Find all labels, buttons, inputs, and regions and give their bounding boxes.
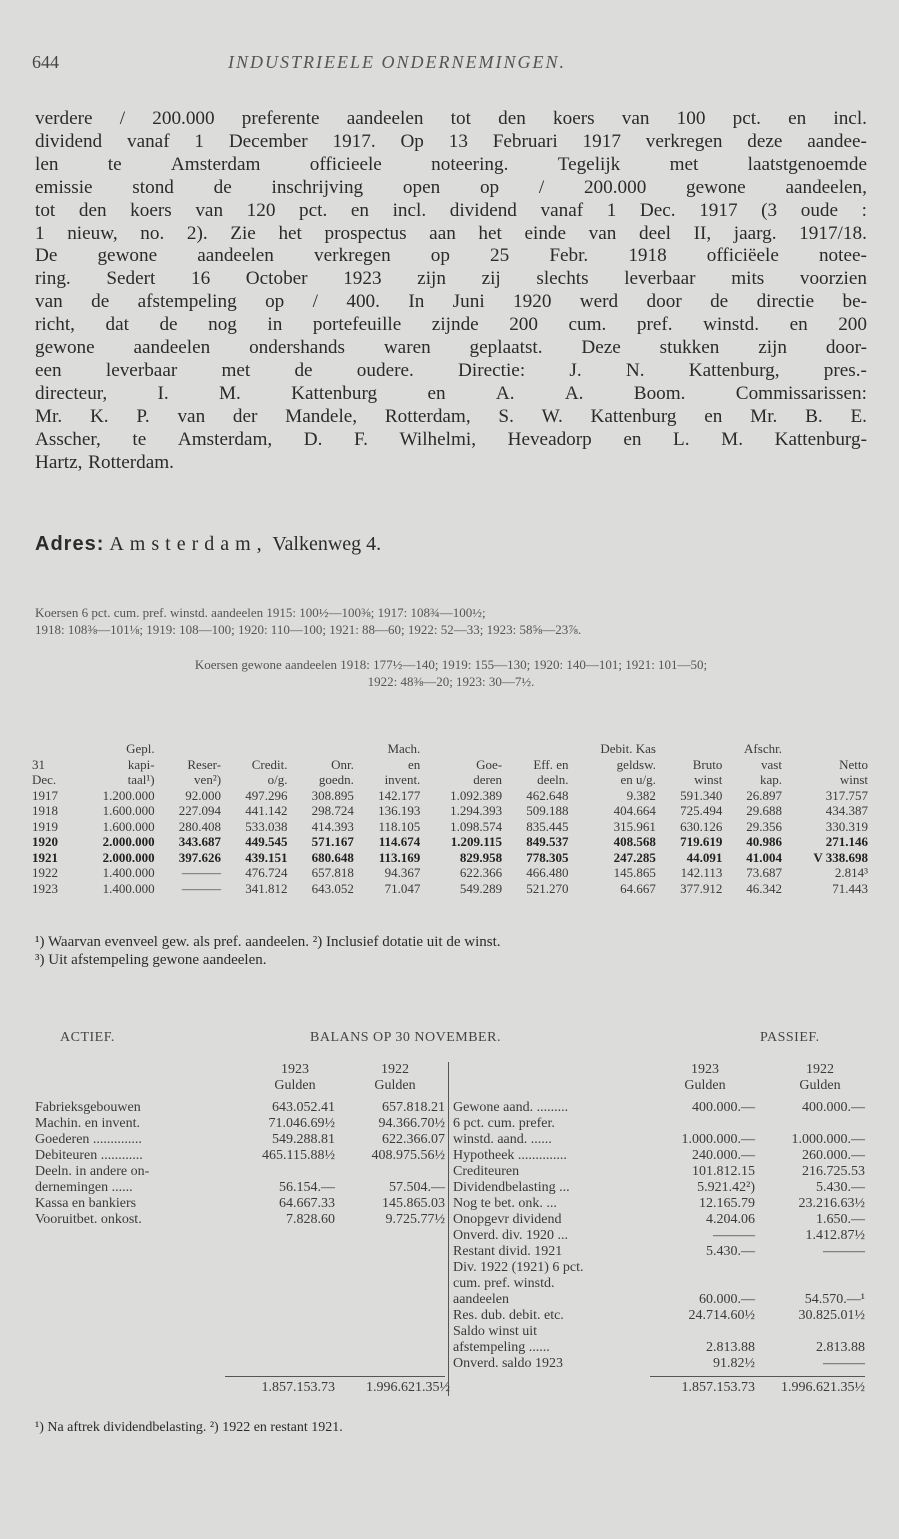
balance-line: 1.000.000.— <box>791 1132 865 1147</box>
table-cell: 29.356 <box>746 818 782 834</box>
table-cell: 142.177 <box>378 787 421 803</box>
activa-label: ACTIEF. <box>60 1030 115 1045</box>
passiva-items <box>453 1100 584 1372</box>
table-cell: 71.443 <box>832 880 868 896</box>
table-header-cell: Debit. Kas <box>600 741 656 756</box>
table-cell: 41.004 <box>746 849 782 865</box>
table-header-cell: deeln. <box>537 772 569 787</box>
table-cell: 408.568 <box>613 834 656 849</box>
balance-line: Onopgevr dividend <box>453 1212 562 1227</box>
table-cell: 71.047 <box>384 880 421 896</box>
table-cell: 46.342 <box>746 880 782 896</box>
table-cell: 657.818 <box>311 865 354 880</box>
table-cell: 462.648 <box>526 787 569 803</box>
table-cell: 719.619 <box>680 834 723 849</box>
balance-line: Deeln. in andere on- <box>35 1164 150 1179</box>
table-cell: 476.724 <box>245 865 288 880</box>
passiva-total-1922: 1.996.621.35½ <box>781 1380 865 1395</box>
balance-line <box>760 1116 865 1132</box>
table-cell: 26.897 <box>746 787 782 803</box>
balance-line: Res. dub. debit. etc. <box>453 1308 564 1323</box>
financial-table <box>32 741 868 896</box>
balance-line: aandeelen <box>453 1292 509 1307</box>
table-header-cell <box>287 741 353 757</box>
table-header-cell: Mach. <box>387 741 421 756</box>
table-cell: 2.814³ <box>834 865 868 880</box>
table-cell: 725.494 <box>680 803 723 818</box>
table-cell: 829.958 <box>459 849 503 865</box>
table-row <box>32 819 868 835</box>
table-cell: 1.209.115 <box>450 834 503 849</box>
table-cell: 509.188 <box>526 803 569 818</box>
table-cell: 549.289 <box>459 880 503 896</box>
balance-line: 643.052.41 <box>272 1100 335 1115</box>
balance-line <box>760 1260 865 1276</box>
balance-line: Goederen .............. <box>35 1132 142 1147</box>
table-header-row <box>32 772 868 788</box>
table-cell: 113.169 <box>378 849 421 865</box>
balance-line: 145.865.03 <box>382 1196 445 1211</box>
balance-line: 30.825.01½ <box>798 1308 865 1323</box>
balance-line: Div. 1922 (1921) 6 pct. <box>453 1260 584 1275</box>
balance-line: 91.82½ <box>713 1356 755 1371</box>
table-cell: 343.687 <box>178 834 222 849</box>
table-row <box>32 881 868 897</box>
table-header-cell <box>155 741 221 757</box>
table-header-cell: kapi- <box>127 756 155 772</box>
balance-line: Dividendbelasting ... <box>453 1180 570 1195</box>
passiva-total-1923: 1.857.153.73 <box>681 1380 755 1395</box>
balance-line: 64.667.33 <box>279 1196 335 1211</box>
table-body <box>32 788 868 897</box>
balance-line: Onverd. saldo 1923 <box>453 1356 564 1371</box>
table-cell: 1.294.393 <box>450 803 503 818</box>
page-number: 644 <box>32 52 59 72</box>
balance-line: afstempeling ...... <box>453 1340 550 1355</box>
table-header-cell: en u/g. <box>620 772 656 787</box>
table-header-cell: Eff. en <box>533 756 569 772</box>
balance-line <box>650 1116 755 1132</box>
table-header-cell: goedn. <box>318 772 354 787</box>
koersen-pref-block <box>35 604 867 638</box>
passiva-1923-header: 1923 Gulden <box>684 1062 726 1093</box>
table-cell: 2.000.000 <box>102 834 155 849</box>
table-cell: ——— <box>182 880 222 896</box>
balance-line: 240.000.— <box>692 1148 755 1163</box>
footnote-2: ³) Uit afstempeling gewone aandeelen. <box>35 952 267 968</box>
table-cell: 377.912 <box>680 880 723 896</box>
text-line: Hartz, Rotterdam. <box>35 451 174 473</box>
balance-line: ——— <box>823 1356 865 1371</box>
table-cell: 136.193 <box>378 803 421 818</box>
balance-line: 9.725.77½ <box>385 1212 445 1227</box>
balance-line: 23.216.63½ <box>798 1196 865 1211</box>
balance-line: Hypotheek .............. <box>453 1148 567 1163</box>
balance-line <box>650 1276 755 1292</box>
balance-line: 400.000.— <box>692 1100 755 1115</box>
table-header-cell: Gepl. <box>126 741 155 756</box>
table-header-cell <box>656 741 722 757</box>
activa-total-1922: 1.996.621.35½ <box>366 1380 450 1395</box>
balance-line: Restant divid. 1921 <box>453 1244 563 1259</box>
table-footnotes <box>35 933 501 969</box>
balance-line <box>240 1164 335 1180</box>
koersen-gewoon-block <box>35 656 867 690</box>
table-cell: 521.270 <box>526 880 569 896</box>
text-line: dividend vanaf 1 December 1917. Op 13 Februari 1917 verkregen deze aandee- <box>35 130 867 152</box>
table-cell: 1.092.389 <box>450 787 503 803</box>
table-cell: 280.408 <box>178 818 222 834</box>
table-cell: 317.757 <box>825 787 868 803</box>
balance-line: 54.570.—¹ <box>804 1292 865 1307</box>
balance-line: 260.000.— <box>802 1148 865 1163</box>
table-cell: 142.113 <box>680 865 723 880</box>
table-header-cell: ven²) <box>194 772 222 787</box>
table-cell: 441.142 <box>245 803 288 818</box>
table-cell: V 338.698 <box>813 849 868 865</box>
address-label: Adres: <box>35 533 105 555</box>
address-street: Valkenweg 4. <box>272 533 382 555</box>
balance-title: BALANS OP 30 NOVEMBER. <box>310 1030 501 1045</box>
table-header-cell: o/g. <box>267 772 288 787</box>
table-cell: 497.296 <box>245 787 288 803</box>
balance-line: 1.650.— <box>816 1212 865 1227</box>
table-cell: 308.895 <box>311 787 354 803</box>
balance-line: Fabrieksgebouwen <box>35 1100 141 1115</box>
table-row <box>32 865 868 881</box>
table-cell: 73.687 <box>746 865 782 880</box>
table-cell: 622.366 <box>459 865 503 880</box>
table-cell: 29.688 <box>746 803 782 818</box>
table-cell: 64.667 <box>620 880 656 896</box>
balance-line: 5.430.— <box>706 1244 755 1259</box>
activa-items <box>35 1100 149 1228</box>
balance-line: 400.000.— <box>802 1100 865 1115</box>
text-line: verdere / 200.000 preferente aandeelen tot den koers van 100 pct. en incl. <box>35 108 867 129</box>
footnote-1: ¹) Waarvan evenveel gew. als pref. aandeelen. ²) Inclusief dotatie uit de winst. <box>35 934 501 950</box>
activa-1922-values <box>340 1100 445 1228</box>
passiva-1923-values <box>650 1100 755 1372</box>
activa-1923-values <box>240 1100 335 1228</box>
table-header-cell: winst <box>839 772 868 787</box>
table-row <box>32 788 868 804</box>
table-cell: 298.724 <box>311 803 354 818</box>
balance-line: dernemingen ...... <box>35 1180 133 1195</box>
balance-line <box>760 1324 865 1340</box>
table-header-cell: Dec. <box>32 772 57 787</box>
balance-line: cum. pref. winstd. <box>453 1276 555 1291</box>
balance-line: Debiteuren ............ <box>35 1148 143 1163</box>
balance-line: Gewone aand. ......... <box>453 1100 569 1115</box>
table-cell: 1.600.000 <box>102 818 155 834</box>
table-cell: 2.000.000 <box>102 849 155 865</box>
text-line: directeur, I. M. Kattenburg en A. A. Boom. Commissarissen: <box>35 382 867 404</box>
activa-1923-header: 1923 Gulden <box>274 1062 316 1093</box>
table-header-cell <box>221 741 287 757</box>
balance-line: 56.154.— <box>279 1180 335 1195</box>
table-cell: 40.986 <box>746 834 782 849</box>
balance-line: 6 pct. cum. prefer. <box>453 1116 555 1131</box>
balance-line: Nog te bet. onk. ... <box>453 1196 557 1211</box>
balance-divider <box>448 1062 449 1396</box>
table-cell: 118.105 <box>378 818 421 834</box>
text-line: emissie stond de inschrijving open op / 200.000 gewone aandeelen, <box>35 176 867 198</box>
text-line: tot den koers van 120 pct. en incl. dividend vanaf 1 Dec. 1917 (3 oude : <box>35 199 867 221</box>
table-cell: 1918 <box>32 803 58 818</box>
table-cell: 271.146 <box>825 834 868 849</box>
table-row <box>32 834 868 850</box>
activa-total-rule <box>225 1376 445 1377</box>
balance-line: ——— <box>713 1228 755 1243</box>
balance-line: winstd. aand. ...... <box>453 1132 552 1147</box>
table-header-cell: geldsw. <box>616 756 656 772</box>
text-line: Mr. K. P. van der Mandele, Rotterdam, S. W. Kattenburg en Mr. B. E. <box>35 405 867 427</box>
table-cell: 1921 <box>32 849 58 865</box>
table-cell: 397.626 <box>178 849 222 865</box>
table-cell: 341.812 <box>245 880 288 896</box>
balance-line: ——— <box>823 1244 865 1259</box>
balance-line: 657.818.21 <box>382 1100 445 1115</box>
table-cell: 571.167 <box>311 834 354 849</box>
table-header-cell: kap. <box>759 772 782 787</box>
balance-line <box>340 1164 445 1180</box>
table-cell: 1922 <box>32 865 58 880</box>
koersen-pref-line1: Koersen 6 pct. cum. pref. winstd. aandeelen 1915: 100½—100⅜; 1917: 108¾—100½; <box>35 605 486 620</box>
table-row <box>32 850 868 866</box>
koersen-pref-line2: 1918: 108⅜—101⅛; 1919: 108—100; 1920: 110—100; 1921: 88—60; 1922: 52—33; 1923: 58⅝—23⅞. <box>35 622 582 637</box>
table-cell: 835.445 <box>526 818 569 834</box>
balance-line: 12.165.79 <box>699 1196 755 1211</box>
text-line: Asscher, te Amsterdam, D. F. Wilhelmi, Heveadorp en L. M. Kattenburg- <box>35 428 867 450</box>
balance-line: 1.000.000.— <box>681 1132 755 1147</box>
table-header-cell <box>32 741 73 757</box>
table-cell: 315.961 <box>613 818 656 834</box>
balance-line: 2.813.88 <box>816 1340 865 1355</box>
table-cell: 591.340 <box>680 787 723 803</box>
balance-line: Crediteuren <box>453 1164 520 1179</box>
balance-line <box>650 1260 755 1276</box>
table-cell: 434.387 <box>825 803 868 818</box>
table-header-cell: 31 <box>32 756 45 772</box>
text-line: richt, dat de nog in portefeuille zijnde 200 cum. pref. winstd. en 200 <box>35 314 867 336</box>
table-header-cell: taal¹) <box>127 772 155 787</box>
table-cell: 404.664 <box>613 803 656 818</box>
table-header-cell: deren <box>473 772 503 787</box>
table-header-cell <box>420 741 502 757</box>
balance-line: 1.412.87½ <box>805 1228 865 1243</box>
table-row <box>32 803 868 819</box>
table-cell: 680.648 <box>311 849 354 865</box>
balance-line: 465.115.88½ <box>262 1148 335 1163</box>
table-cell: 94.367 <box>384 865 421 880</box>
table-header <box>32 741 868 788</box>
balance-line: Onverd. div. 1920 ... <box>453 1228 568 1243</box>
text-line: een leverbaar met de oudere. Directie: J. N. Kattenburg, pres.- <box>35 359 867 381</box>
table-cell: 466.480 <box>526 865 569 880</box>
table-header-cell: Onr. <box>331 756 354 772</box>
passiva-total-rule <box>650 1376 865 1377</box>
address-city: Amsterdam, <box>109 533 268 555</box>
text-line: gewone aandeelen ondershands waren geplaatst. Deze stukken zijn door- <box>35 337 867 359</box>
table-header-cell: Bruto <box>692 756 723 772</box>
table-header-cell: Goe- <box>476 756 503 772</box>
table-cell: 439.151 <box>245 849 288 865</box>
table-cell: 778.305 <box>526 849 569 865</box>
table-cell: 92.000 <box>185 787 222 803</box>
balance-line <box>760 1276 865 1292</box>
balance-line: 24.714.60½ <box>688 1308 755 1323</box>
balance-footnote: ¹) Na aftrek dividendbelasting. ²) 1922 en restant 1921. <box>35 1420 343 1435</box>
table-cell: 114.674 <box>378 834 421 849</box>
table-cell: ——— <box>182 865 222 880</box>
text-line: 1 nieuw, no. 2). Zie het prospectus aan het einde van deel II, jaarg. 1917/18. <box>35 222 867 244</box>
table-header-cell: Reser- <box>187 756 222 772</box>
table-cell: 330.319 <box>825 818 868 834</box>
table-cell: 1.098.574 <box>450 818 503 834</box>
table-cell: 1.600.000 <box>102 803 155 818</box>
passiva-1922-values <box>760 1100 865 1372</box>
table-header-cell: winst <box>694 772 723 787</box>
activa-1922-header: 1922 Gulden <box>374 1062 416 1093</box>
balance-line: 2.813.88 <box>706 1340 755 1355</box>
table-cell: 533.038 <box>245 818 288 834</box>
table-cell: 1.400.000 <box>102 865 155 880</box>
balance-line: 94.366.70½ <box>378 1116 445 1131</box>
text-line: len te Amsterdam officieele noteering. Tegelijk met laatstgenoemde <box>35 153 867 175</box>
balance-line: 5.430.— <box>816 1180 865 1195</box>
passiva-1922-header: 1922 Gulden <box>799 1062 841 1093</box>
balance-line: Kassa en bankiers <box>35 1196 137 1211</box>
table-header-cell: Afschr. <box>744 741 782 756</box>
passiva-label: PASSIEF. <box>760 1030 820 1045</box>
table-header-cell: invent. <box>384 772 421 787</box>
table-header-cell: Netto <box>839 756 868 772</box>
balance-line: 57.504.— <box>389 1180 445 1195</box>
table-cell: 247.285 <box>613 849 656 865</box>
company-description <box>35 108 867 475</box>
balance-line: 7.828.60 <box>286 1212 335 1227</box>
table-cell: 643.052 <box>311 880 354 896</box>
balance-line: Vooruitbet. onkost. <box>35 1212 142 1227</box>
table-cell: 145.865 <box>613 865 656 880</box>
table-cell: 1.400.000 <box>102 880 155 896</box>
text-line: De gewone aandeelen verkregen op 25 Febr. 1918 officiëele notee- <box>35 245 867 267</box>
balance-line: Machin. en invent. <box>35 1116 140 1131</box>
balance-line: 622.366.07 <box>382 1132 445 1147</box>
table-header-cell: vast <box>761 756 782 772</box>
balance-line: 4.204.06 <box>706 1212 755 1227</box>
table-cell: 1919 <box>32 818 58 834</box>
table-cell: 44.091 <box>686 849 723 865</box>
balance-line <box>650 1324 755 1340</box>
balance-line: 101.812.15 <box>692 1164 755 1179</box>
balance-line: 216.725.53 <box>802 1164 865 1179</box>
balance-line: 71.046.69½ <box>268 1116 335 1131</box>
koersen-gewoon-line1: Koersen gewone aandeelen 1918: 177½—140; 1919: 155—130; 1920: 140—101; 1921: 101—50; <box>194 657 708 672</box>
table-header-cell: Credit. <box>251 756 288 772</box>
koersen-gewoon-line2: 1922: 48⅜—20; 1923: 30—7½. <box>367 674 535 689</box>
activa-total-1923: 1.857.153.73 <box>261 1380 335 1395</box>
balance-line: Saldo winst uit <box>453 1324 538 1339</box>
address-line <box>35 533 381 556</box>
table-cell: 1920 <box>32 834 58 849</box>
table-cell: 1.200.000 <box>102 787 155 803</box>
table-cell: 630.126 <box>680 818 723 834</box>
table-cell: 414.393 <box>311 818 354 834</box>
table-header-row <box>32 741 868 757</box>
table-cell: 1917 <box>32 787 58 803</box>
table-cell: 1923 <box>32 880 58 896</box>
balance-line: 60.000.— <box>699 1292 755 1307</box>
table-cell: 9.382 <box>626 787 656 803</box>
table-header-cell <box>502 741 568 757</box>
table-header-cell <box>782 741 868 757</box>
table-cell: 449.545 <box>245 834 288 849</box>
table-cell: 227.094 <box>178 803 222 818</box>
table-header-cell: en <box>408 756 421 772</box>
table-cell: 849.537 <box>526 834 569 849</box>
balance-line: 5.921.42²) <box>697 1180 755 1195</box>
balance-line: 549.288.81 <box>272 1132 335 1147</box>
running-title: INDUSTRIEELE ONDERNEMINGEN. <box>228 52 566 72</box>
balance-line: 408.975.56½ <box>371 1148 445 1163</box>
text-line: ring. Sedert 16 October 1923 zijn zij slechts leverbaar mits voorzien <box>35 268 867 290</box>
text-line: van de afstempeling op / 400. In Juni 1920 werd door de directie be- <box>35 291 867 313</box>
table-header-row <box>32 757 868 773</box>
